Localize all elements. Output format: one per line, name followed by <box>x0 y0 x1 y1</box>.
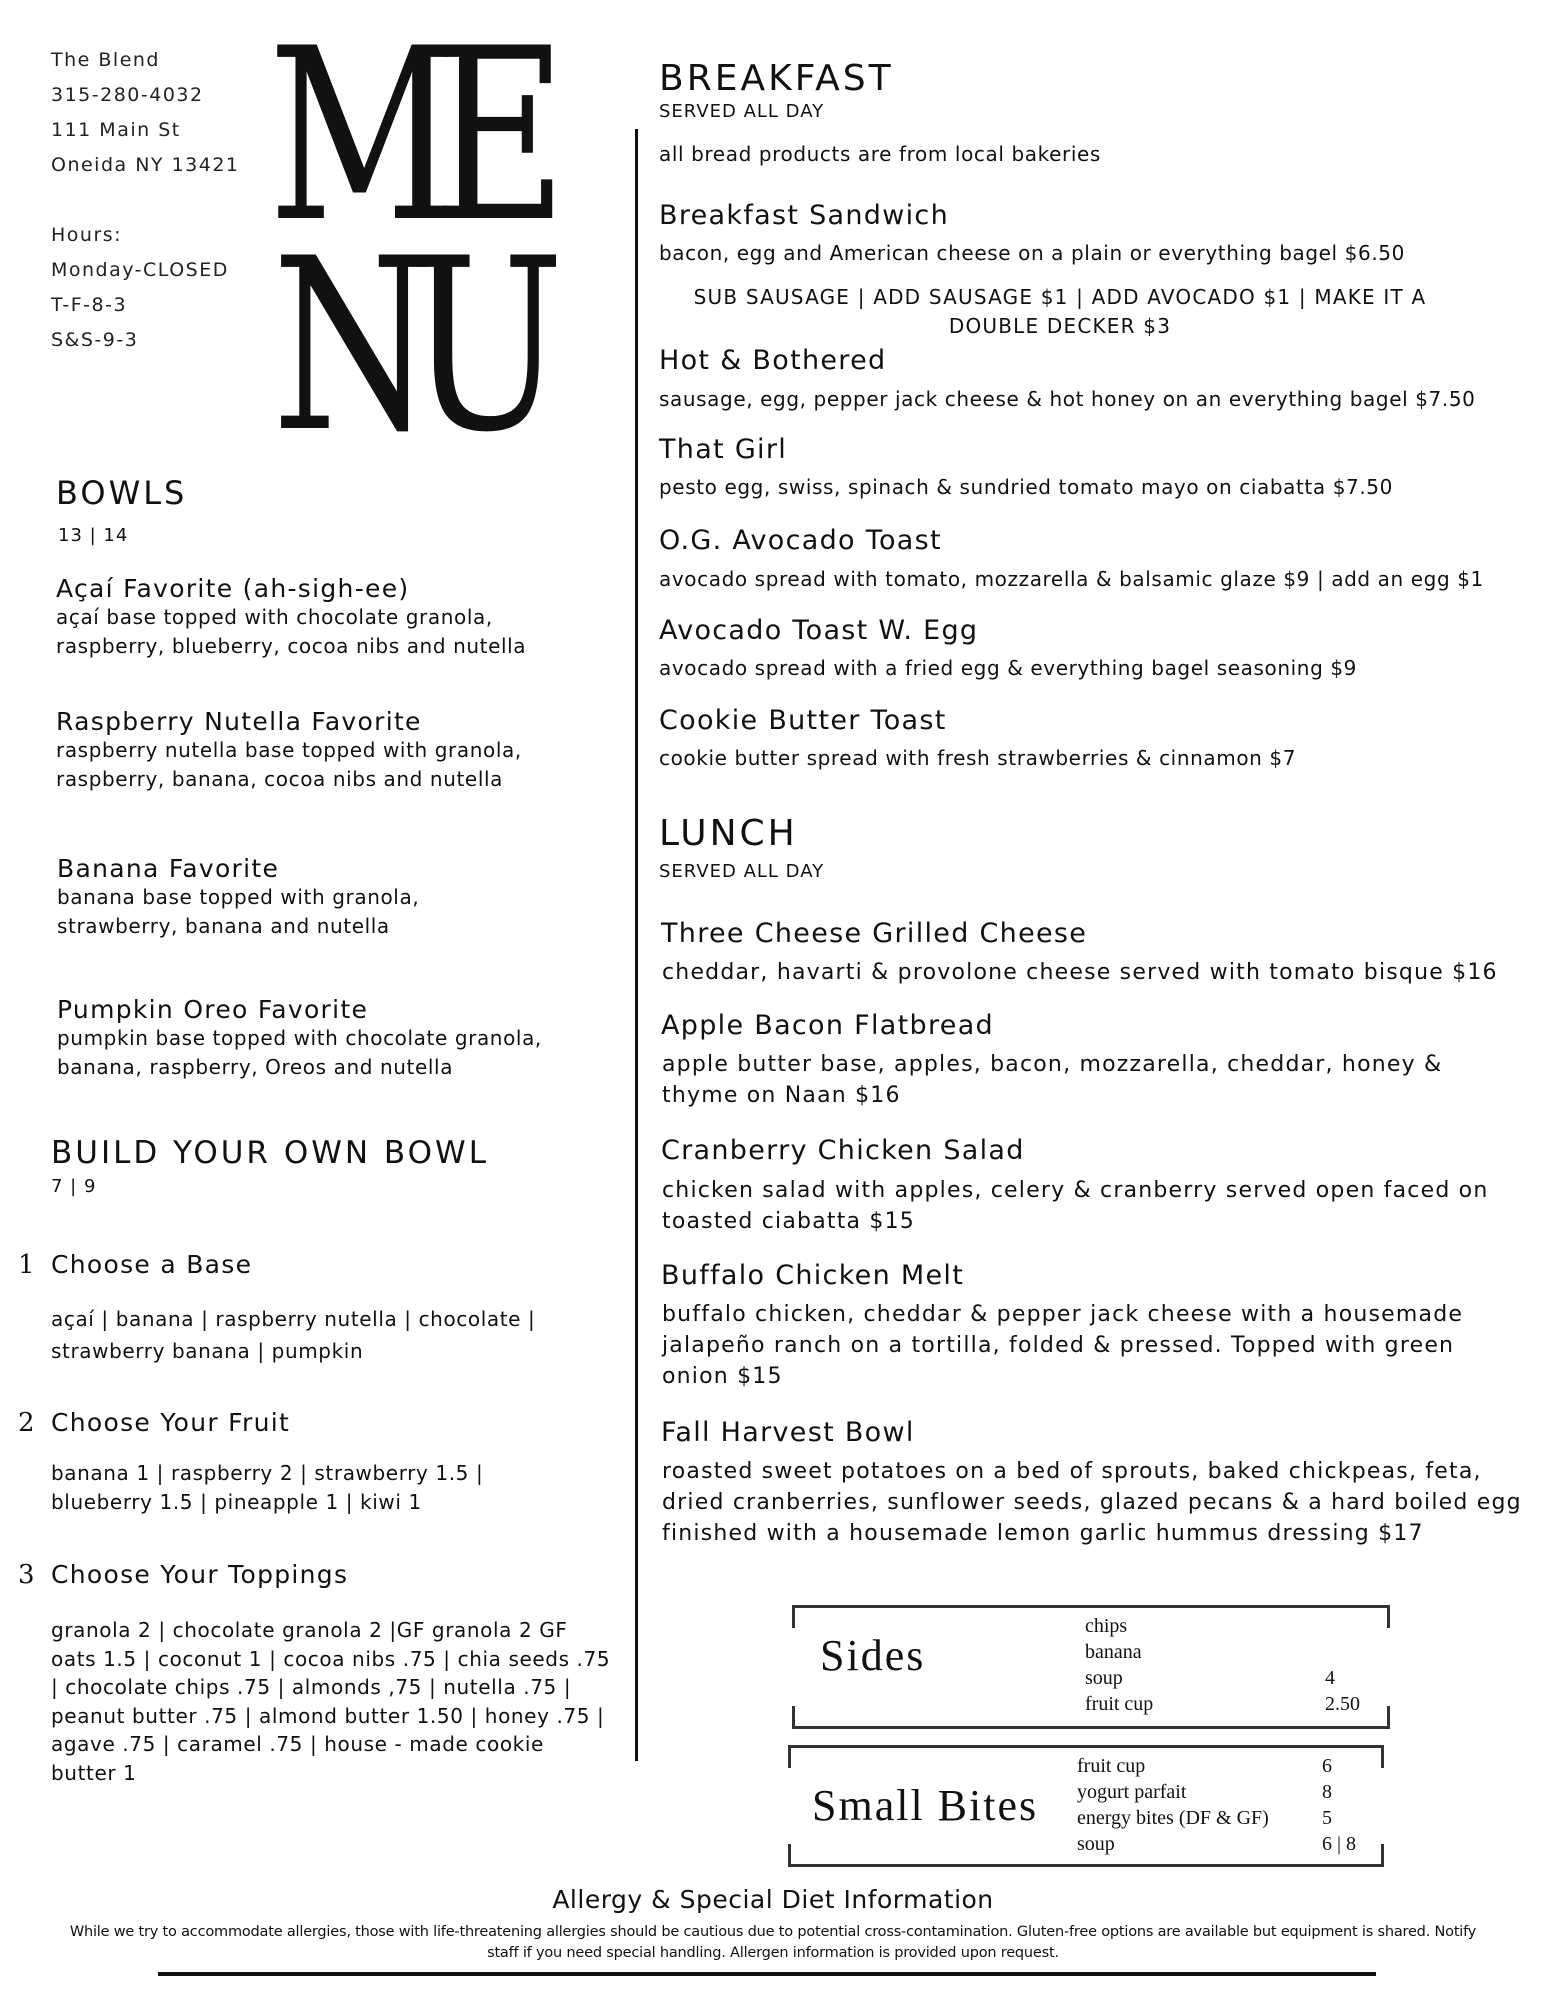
step-number: 1 <box>18 1250 35 1280</box>
step-number: 3 <box>18 1560 35 1590</box>
side-item <box>1085 1639 1365 1665</box>
column-divider <box>635 129 638 1761</box>
breakfast-subtitle: SERVED ALL DAY <box>659 101 825 122</box>
lunch-title: LUNCH <box>659 813 798 854</box>
bowl-item <box>56 574 526 661</box>
bowl-name: Banana Favorite <box>57 854 280 883</box>
bite-item <box>1077 1779 1367 1805</box>
build-title: BUILD YOUR OWN BOWL <box>51 1135 489 1171</box>
bowl-item <box>57 995 542 1082</box>
item-desc: avocado spread with a fried egg & everything bagel seasoning $9 <box>659 656 1357 680</box>
menu-logo-bottom: NU <box>272 208 538 485</box>
menu-logo-top: ME <box>268 0 541 275</box>
item-desc: apple butter base, apples, bacon, mozzarella, cheddar, honey & thyme on Naan $16 <box>662 1052 1443 1108</box>
side-price: 2.50 <box>1325 1693 1360 1715</box>
step-title: Choose Your Toppings <box>51 1560 349 1589</box>
bowls-sizes: 13 | 14 <box>58 525 129 546</box>
hours-line: Monday-CLOSED <box>51 259 229 281</box>
bowl-name: Raspberry Nutella Favorite <box>56 707 422 736</box>
breakfast-note: all bread products are from local bakeries <box>659 142 1101 166</box>
hours-label: Hours: <box>51 224 123 246</box>
item-desc: buffalo chicken, cheddar & pepper jack cheese with a housemade jalapeño ranch on a tortilla, folded & pressed. Topped with green onion $15 <box>662 1302 1464 1389</box>
bite-item <box>1077 1831 1367 1857</box>
allergy-text: While we try to accommodate allergies, those with life-threatening allergies should be cautious due to potential cross-contamination. Gluten-free options are available but equipment is shared. Notify staff if you need special handling. Allergen information is provided upon request. <box>69 1924 1477 1961</box>
side-item <box>1085 1665 1365 1691</box>
item-name: Cranberry Chicken Salad <box>661 1135 1025 1166</box>
bite-price: 5 <box>1322 1807 1332 1829</box>
bite-price: 8 <box>1322 1781 1332 1803</box>
side-name: fruit cup <box>1085 1693 1154 1715</box>
contact-info <box>51 43 240 358</box>
item-name: That Girl <box>659 434 788 465</box>
item-desc: pesto egg, swiss, spinach & sundried tomato mayo on ciabatta $7.50 <box>659 475 1393 499</box>
item-name: O.G. Avocado Toast <box>659 525 942 556</box>
bite-name: soup <box>1077 1833 1115 1855</box>
bowl-name: Pumpkin Oreo Favorite <box>57 995 369 1024</box>
hours-line: S&S-9-3 <box>51 329 139 351</box>
small-bites-list <box>1077 1753 1367 1857</box>
bite-price: 6 | 8 <box>1322 1833 1357 1855</box>
item-name: Fall Harvest Bowl <box>661 1417 915 1448</box>
item-desc: cheddar, havarti & provolone cheese served with tomato bisque $16 <box>662 960 1498 985</box>
item-name: Breakfast Sandwich <box>659 200 949 231</box>
step-title: Choose a Base <box>51 1250 253 1279</box>
item-desc: bacon, egg and American cheese on a plain or everything bagel $6.50 <box>659 241 1405 265</box>
bowl-desc: açaí base topped with chocolate granola, <box>56 605 493 629</box>
item-name: Apple Bacon Flatbread <box>661 1010 994 1041</box>
side-price: 4 <box>1325 1667 1335 1689</box>
city: Oneida NY 13421 <box>51 154 240 176</box>
allergy-title: Allergy & Special Diet Information <box>552 1885 994 1914</box>
bite-name: energy bites (DF & GF) <box>1077 1807 1269 1829</box>
sides-list <box>1085 1613 1365 1717</box>
bowl-desc: banana base topped with granola, <box>57 885 420 909</box>
item-name: Avocado Toast W. Egg <box>659 615 979 646</box>
restaurant-name: The Blend <box>51 49 160 71</box>
small-bites-title: Small Bites <box>812 1781 1039 1830</box>
bite-item <box>1077 1753 1367 1779</box>
side-name: soup <box>1085 1667 1123 1689</box>
bite-price: 6 <box>1322 1755 1332 1777</box>
bowl-item <box>57 854 419 941</box>
breakfast-addons: SUB SAUSAGE | ADD SAUSAGE $1 | ADD AVOCADO $1 | MAKE IT A DOUBLE DECKER $3 <box>693 285 1427 338</box>
item-desc: sausage, egg, pepper jack cheese & hot honey on an everything bagel $7.50 <box>659 387 1476 411</box>
step-options: granola 2 | chocolate granola 2 |GF granola 2 GF oats 1.5 | coconut 1 | cocoa nibs .75 | chia seeds .75 | chocolate chips .75 | almonds ,75 | nutella .75 | peanut butter .75 | almond butter 1.50 | honey .75 | agave .75 | caramel .75 | house - made cookie butter 1 <box>51 1618 611 1785</box>
bowl-desc: banana, raspberry, Oreos and nutella <box>57 1055 454 1079</box>
bowl-desc: pumpkin base topped with chocolate granola, <box>57 1026 542 1050</box>
item-desc: chicken salad with apples, celery & cranberry served open faced on toasted ciabatta $15 <box>662 1178 1489 1234</box>
sides-title: Sides <box>820 1631 926 1680</box>
bowl-desc: raspberry nutella base topped with granola, <box>56 738 522 762</box>
breakfast-title: BREAKFAST <box>659 58 894 99</box>
bowls-title: BOWLS <box>56 474 188 512</box>
step-options: açaí | banana | raspberry nutella | chocolate | strawberry banana | pumpkin <box>51 1307 536 1363</box>
bite-item <box>1077 1805 1367 1831</box>
bowl-name: Açaí Favorite (ah-sigh-ee) <box>56 574 410 603</box>
item-name: Buffalo Chicken Melt <box>661 1260 965 1291</box>
bottom-rule <box>158 1972 1376 1976</box>
bite-name: yogurt parfait <box>1077 1781 1187 1803</box>
bowl-item <box>56 707 522 794</box>
step-title: Choose Your Fruit <box>51 1408 291 1437</box>
step-number: 2 <box>18 1408 35 1438</box>
item-desc: avocado spread with tomato, mozzarella & balsamic glaze $9 | add an egg $1 <box>659 567 1484 591</box>
bite-name: fruit cup <box>1077 1755 1146 1777</box>
item-name: Cookie Butter Toast <box>659 705 947 736</box>
bowl-desc: raspberry, blueberry, cocoa nibs and nutella <box>56 634 527 658</box>
item-name: Three Cheese Grilled Cheese <box>661 918 1088 949</box>
build-sizes: 7 | 9 <box>51 1176 97 1197</box>
bowl-desc: raspberry, banana, cocoa nibs and nutella <box>56 767 504 791</box>
step-options: banana 1 | raspberry 2 | strawberry 1.5 | blueberry 1.5 | pineapple 1 | kiwi 1 <box>51 1461 484 1514</box>
phone: 315-280-4032 <box>51 84 204 106</box>
hours-line: T-F-8-3 <box>51 294 128 316</box>
side-name: banana <box>1085 1641 1142 1663</box>
side-name: chips <box>1085 1615 1128 1637</box>
lunch-subtitle: SERVED ALL DAY <box>659 861 825 882</box>
side-item <box>1085 1613 1365 1639</box>
item-name: Hot & Bothered <box>659 345 887 376</box>
item-desc: roasted sweet potatoes on a bed of sprouts, baked chickpeas, feta, dried cranberries, sunflower seeds, glazed pecans & a hard boiled egg finished with a housemade lemon garlic hummus dressing $17 <box>662 1459 1522 1546</box>
item-desc: cookie butter spread with fresh strawberries & cinnamon $7 <box>659 746 1297 770</box>
bowl-desc: strawberry, banana and nutella <box>57 914 390 938</box>
street: 111 Main St <box>51 119 181 141</box>
side-item <box>1085 1691 1365 1717</box>
